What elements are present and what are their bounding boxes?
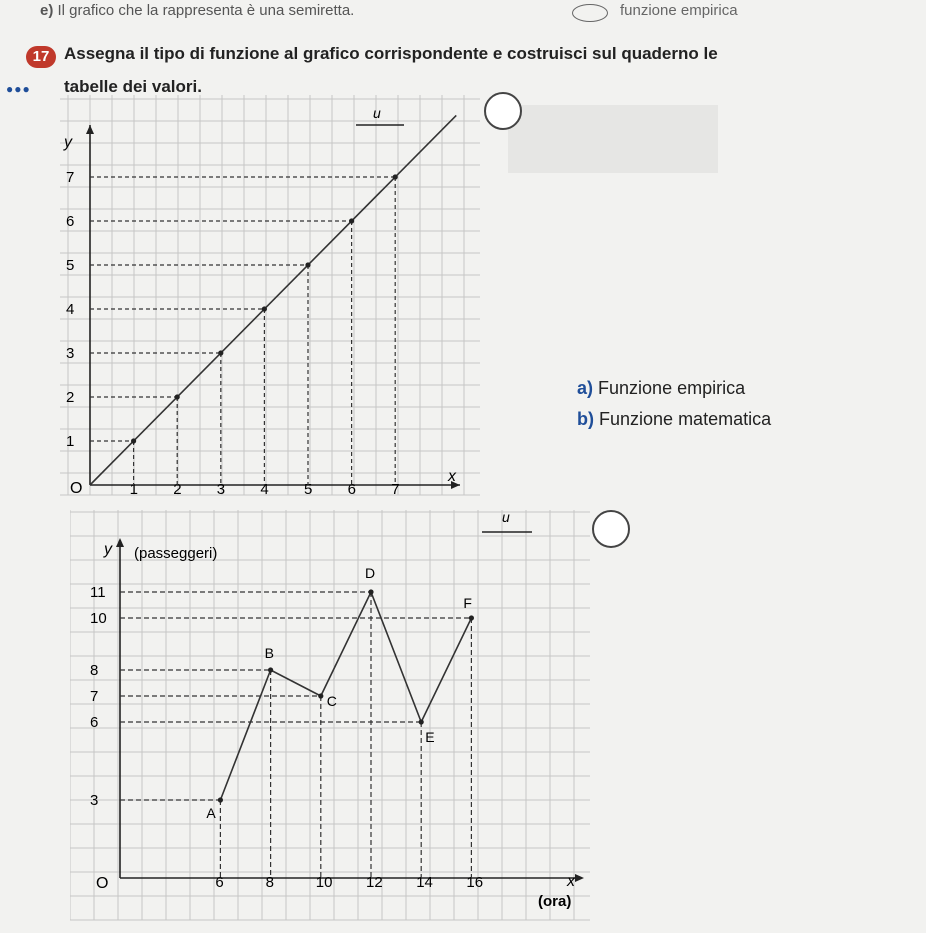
data-point <box>218 350 223 355</box>
x-tick-label: 7 <box>391 481 400 498</box>
x-tick-label: 16 <box>466 874 484 891</box>
x-tick-label: 4 <box>260 481 269 498</box>
point-label-b: B <box>264 645 274 661</box>
option-a-letter: a) <box>577 378 594 398</box>
point-label-d: D <box>365 565 376 581</box>
y-tick-label: 10 <box>90 610 107 627</box>
x-tick-label: 1 <box>129 481 138 498</box>
previous-item-text <box>40 2 354 19</box>
option-b-letter: b) <box>577 409 594 429</box>
chart-passengers-function <box>70 500 590 930</box>
exercise-number-badge: 17 <box>26 46 56 68</box>
y-tick-label: 6 <box>66 213 75 230</box>
y-axis-arrow <box>116 538 124 547</box>
data-point <box>305 262 310 267</box>
y-tick-label: 8 <box>90 662 99 679</box>
x-tick-label: 3 <box>216 481 226 498</box>
data-point-b <box>268 667 273 672</box>
y-tick-label: 6 <box>90 714 99 731</box>
y-tick-label: 11 <box>90 584 106 601</box>
y-tick-label: 7 <box>66 169 75 186</box>
x-axis-label: x <box>567 873 575 890</box>
unit-label: u <box>373 105 381 121</box>
origin-label: O <box>96 875 109 892</box>
previous-item-letter: e) <box>40 2 54 19</box>
data-point <box>175 394 180 399</box>
x-axis-label: x <box>448 468 456 485</box>
exercise-instruction-line1: Assegna il tipo di funzione al grafico corrispondente e costruisci sul quaderno le <box>64 44 718 63</box>
data-point-c <box>318 693 323 698</box>
y-tick-label: 2 <box>66 389 75 406</box>
y-axis-arrow <box>86 125 94 134</box>
y-axis-label: y <box>104 541 112 558</box>
data-point <box>131 438 136 443</box>
x-axis-arrow <box>575 874 584 882</box>
x-tick-label: 6 <box>347 481 356 498</box>
x-tick-label: 5 <box>304 481 313 498</box>
y-tick-label: 4 <box>66 301 75 318</box>
origin-label: O <box>70 480 83 497</box>
previous-answer-oval[interactable] <box>572 4 608 22</box>
data-point-d <box>368 589 373 594</box>
y-tick-label: 7 <box>90 688 99 705</box>
y-unit-label: (passeggeri) <box>134 545 218 562</box>
x-tick-label: 12 <box>366 874 383 891</box>
y-tick-label: 3 <box>66 345 75 362</box>
exercise-instruction-line2: tabelle dei valori. <box>64 77 202 96</box>
data-point <box>349 218 354 223</box>
option-b <box>577 409 771 430</box>
option-a-text: Funzione empirica <box>598 378 746 398</box>
chart-linear-function <box>60 95 480 505</box>
option-b-text: Funzione matematica <box>599 409 772 429</box>
difficulty-dots: ●●● <box>6 82 31 96</box>
y-tick-label: 1 <box>66 433 75 450</box>
point-label-c: C <box>326 693 337 709</box>
y-tick-label: 3 <box>90 792 99 809</box>
data-point <box>393 174 398 179</box>
previous-item-sentence: Il grafico che la rappresenta è una semiretta. <box>57 2 355 19</box>
y-tick-label: 5 <box>66 257 75 274</box>
y-axis-label: y <box>64 134 72 151</box>
x-tick-label: 10 <box>315 874 333 891</box>
function-line <box>90 115 456 485</box>
data-point <box>262 306 267 311</box>
x-tick-label: 14 <box>416 874 433 891</box>
point-label-a: A <box>206 805 216 821</box>
page-shadow <box>508 105 718 173</box>
x-tick-label: 2 <box>173 481 182 498</box>
unit-label: u <box>502 509 510 525</box>
data-point-a <box>218 797 223 802</box>
option-a <box>577 378 745 399</box>
answer-circle-chart1[interactable] <box>484 92 522 130</box>
answer-circle-chart2[interactable] <box>592 510 630 548</box>
point-label-e: E <box>425 729 435 745</box>
x-tick-label: 8 <box>265 874 274 891</box>
data-point-f <box>469 615 474 620</box>
x-tick-label: 6 <box>215 874 224 891</box>
previous-answer-label: funzione empirica <box>620 2 738 19</box>
data-point-e <box>419 719 424 724</box>
point-label-f: F <box>463 595 472 611</box>
x-unit-label: (ora) <box>538 893 572 910</box>
